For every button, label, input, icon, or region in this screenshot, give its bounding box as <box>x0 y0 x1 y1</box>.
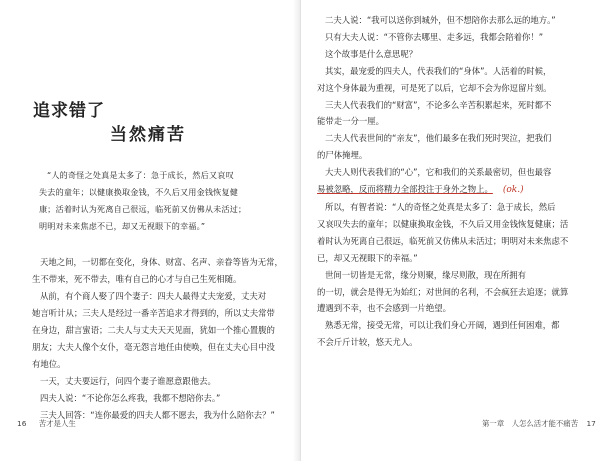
body-line: 世间一切皆是无常，缘分则聚，缘尽则散，现在所拥有 <box>325 269 526 280</box>
body-line: 她言听计从；三夫人是经过一番辛苦追求才得到的，所以丈夫常带 <box>32 308 275 318</box>
body-line: 三夫人回答：“连你最爱的四夫人都不愿去，我为什么陪你去？” <box>40 410 275 420</box>
left-body-text <box>32 254 286 424</box>
body-line: 四夫人说：“不论你怎么疼我，我都不想陪你去。” <box>40 393 221 403</box>
body-line: 又哀叹失去的童年；以健康换取金钱，不久后又用金钱恢复健康；活 <box>317 218 569 229</box>
chapter-name: 第一章 人怎么活才能不痛苦 <box>482 419 579 428</box>
body-line: 二夫人说：“我可以送你到城外，但不想陪你去那么远的地方。” <box>325 15 556 25</box>
body-line: 不会斤斤计较，悠天尤人。 <box>317 337 418 348</box>
body-line: 生不带来，死不带去，唯有自己的心才与自己生死相随。 <box>32 274 242 284</box>
page-number: 16 <box>17 419 27 428</box>
body-line: 的一切，就会是得无为始红；对世间的名利，不会疯狂去追逐；就算 <box>317 286 569 297</box>
body-line: 易被忽略，反而将精力全部投注于身外之物上。 <box>317 184 493 195</box>
body-line: 所以，有智者说：“人的奇怪之处真是太多了：急于成长，然后 <box>325 201 556 212</box>
body-line: 其实，最宠爱的四夫人，代表我们的“身体”。人活着的时候， <box>325 65 552 76</box>
body-line: 这个故事是什么意思呢？ <box>325 48 418 59</box>
body-line: 从前，有个商人娶了四个妻子：四夫人最得丈夫宠爱，丈夫对 <box>40 291 267 301</box>
left-footer <box>17 418 76 429</box>
body-line: 有地位。 <box>32 359 66 369</box>
right-body-text <box>317 12 579 351</box>
body-line: 大夫人则代表我们的“心”，它和我们的关系最密切，但也最容 <box>325 167 552 178</box>
book-title: 苦才是人生 <box>38 419 76 428</box>
body-line: 的尸体掩埋。 <box>317 150 368 161</box>
body-line: 能带走一分一厘。 <box>317 116 384 127</box>
epigraph-line: 康；活着时认为死离自己很远，临死前又仿佛从未活过； <box>39 204 247 214</box>
epigraph <box>39 167 277 235</box>
body-line-annotated <box>317 181 579 199</box>
chapter-title-line1: 追求错了 <box>33 101 105 121</box>
epigraph-line: 明明对未来焦虑不已，却又无视眼下的幸福。” <box>39 221 206 231</box>
body-line: 已，却又无视眼下的幸福。” <box>317 252 418 263</box>
body-line: 天地之间，一切都在变化，身体、财富、名声、亲眷等皆为无常， <box>40 257 283 267</box>
epigraph-line: 失去的童年；以健康换取金钱，不久后又用金钱恢复健 <box>39 187 239 197</box>
body-line: 在身边，甜言蜜语；二夫人与丈夫天天见面，犹如一个推心置腹的 <box>32 325 275 335</box>
body-line: 对这个身体最为重视，可是死了以后，它却不会为你逗留片刻。 <box>317 82 552 93</box>
body-line: 二夫人代表世间的“亲友”，他们最多在我们死时哭泣，把我们 <box>325 133 552 144</box>
body-line: 朋友；大夫人像个女仆，毫无怨言地任由使唤，但在丈夫心目中没 <box>32 342 275 352</box>
body-line: 遭遇到不幸，也不会感到一片绝望。 <box>317 303 451 314</box>
epigraph-line: “人的奇怪之处真是太多了：急于成长，然后又哀叹 <box>47 170 234 180</box>
right-footer <box>482 418 596 429</box>
page-number: 17 <box>586 419 596 428</box>
body-line: 三夫人代表我们的“财富”，不论多么辛苦积累起来，死时都不 <box>325 99 552 110</box>
handwritten-annotation: (ok.) <box>502 185 524 196</box>
body-line: 熟悉无常，接受无常，可以让我们身心开阔，遇到任何困难，都 <box>325 320 560 331</box>
body-line: 着时认为死离自己很远，临死前又仿佛从未活过；明明对未来焦虑不 <box>317 235 569 246</box>
chapter-title-line2: 当然痛苦 <box>110 125 186 145</box>
body-line: 一天，丈夫要远行，问四个妻子谁愿意跟他去。 <box>40 376 216 386</box>
body-line: 只有大夫人说：“不管你去哪里、走多远，我都会陪着你！” <box>325 31 544 42</box>
